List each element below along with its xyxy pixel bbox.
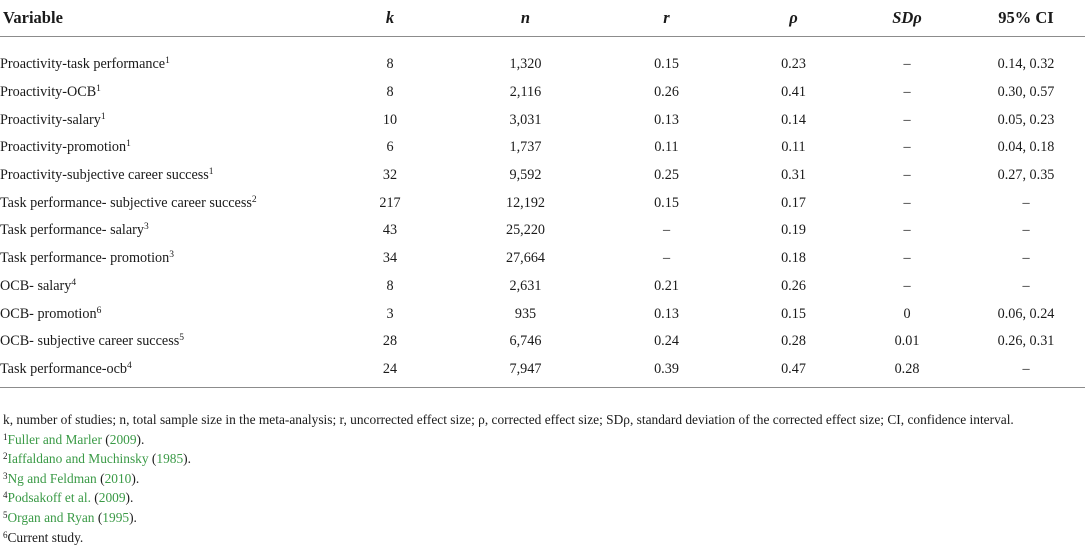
cell-sd-rho: 0.01 (894, 333, 920, 350)
cell-k: 10 (382, 111, 398, 128)
reference-author-link[interactable]: Organ and Ryan (7, 509, 95, 525)
variable-label: Proactivity-promotion (0, 139, 127, 156)
cell-ci: – (967, 356, 1085, 388)
cell-rho: 0.41 (781, 84, 806, 101)
table-row (0, 79, 1085, 107)
footnote-marker: 1 (3, 431, 8, 442)
cell-sd-rho: – (903, 222, 911, 239)
cell-rho: 0.17 (781, 194, 806, 211)
cell-rho: 0.28 (781, 333, 806, 350)
cell-ci: – (1022, 222, 1030, 239)
footnote-reference: $^1$Fuller and Marler (2009). (3, 431, 145, 447)
cell-sd-rho: – (903, 111, 911, 128)
cell-k: 34 (382, 250, 398, 267)
cell-ci: – (1022, 277, 1030, 294)
cell-ci: – (1022, 250, 1030, 267)
variable-label: Task performance-ocb (0, 360, 128, 377)
cell-rho: 0.11 (781, 139, 806, 156)
cell-n: 7,947 (458, 356, 593, 388)
cell-sd-rho: – (903, 139, 911, 156)
table-row (0, 134, 1085, 162)
cell-n: 935 (514, 305, 537, 322)
cell-r: 0.15 (654, 56, 679, 73)
reference-year-link[interactable]: 2009 (109, 431, 137, 447)
table-header-row (0, 0, 1085, 37)
table-row (0, 328, 1085, 356)
table-row (0, 273, 1085, 301)
cell-sd-rho: – (903, 56, 911, 73)
table-row (0, 162, 1085, 190)
footnote-marker: 5 (179, 333, 184, 344)
cell-r: 0.39 (593, 356, 740, 388)
variable-label: Task performance- promotion (0, 250, 170, 267)
cell-variable (0, 79, 322, 107)
cell-sd-rho: 0.28 (847, 356, 967, 388)
header-rho: ρ (740, 0, 847, 37)
footnote-marker: 4 (71, 277, 77, 288)
cell-variable (0, 134, 322, 162)
cell-n: 3,031 (509, 111, 542, 128)
reference-author-link[interactable]: Iaffaldano and Muchinsky (7, 451, 149, 467)
cell-rho: 0.15 (781, 305, 806, 322)
reference-year-link[interactable]: 1985 (156, 451, 184, 467)
cell-r: 0.25 (654, 167, 679, 184)
reference-author-link[interactable]: Ng and Feldman (7, 470, 97, 486)
cell-k: 8 (386, 56, 394, 73)
cell-k: 24 (322, 356, 458, 388)
cell-variable (0, 300, 322, 328)
reference-year-link[interactable]: 1995 (102, 509, 130, 525)
cell-ci: 0.26, 0.31 (997, 333, 1055, 350)
cell-r: – (662, 222, 671, 239)
cell-rho: 0.18 (781, 250, 806, 267)
cell-ci: 0.04, 0.18 (997, 139, 1055, 156)
variable-label: Proactivity-task performance (0, 56, 166, 73)
cell-variable (0, 37, 322, 79)
table-notes (3, 410, 1087, 547)
header-n: n (458, 0, 593, 37)
cell-k: 32 (382, 167, 398, 184)
table-row (0, 300, 1085, 328)
cell-sd-rho: – (903, 84, 911, 101)
cell-k: 8 (386, 84, 394, 101)
cell-ci: 0.27, 0.35 (997, 167, 1055, 184)
footnote-marker: 3 (169, 250, 174, 261)
cell-r: – (662, 250, 671, 267)
reference-year-link[interactable]: 2010 (104, 470, 132, 486)
table-row (0, 37, 1085, 79)
cell-sd-rho: – (903, 194, 911, 211)
variable-label: Task performance- subjective career success (0, 194, 252, 211)
footnote-marker: 1 (126, 139, 131, 150)
cell-k: 43 (382, 222, 398, 239)
footnote-marker: 6 (96, 305, 102, 316)
cell-n: 2,631 (509, 277, 542, 294)
cell-n: 27,664 (505, 250, 545, 267)
header-r: r (593, 0, 740, 37)
cell-rho: 0.47 (740, 356, 847, 388)
table-row (0, 189, 1085, 217)
cell-variable (0, 273, 322, 301)
footnote-reference: $^5$Organ and Ryan (1995). (3, 509, 137, 525)
footnote-reference: $^4$Podsakoff et al. (2009). (3, 490, 134, 506)
footnote-marker: 6 (3, 529, 8, 540)
cell-n: 1,320 (509, 56, 542, 73)
cell-ci: 0.06, 0.24 (997, 305, 1055, 322)
footnote-marker: 4 (3, 490, 8, 501)
cell-k: 217 (379, 194, 401, 211)
footnote-marker: 4 (127, 360, 132, 371)
cell-rho: 0.31 (781, 167, 806, 184)
cell-variable (0, 189, 322, 217)
cell-variable (0, 106, 322, 134)
header-k: k (322, 0, 458, 37)
cell-n: 9,592 (509, 167, 542, 184)
cell-ci: 0.05, 0.23 (997, 111, 1055, 128)
header-ci: 95% CI (967, 0, 1085, 37)
cell-sd-rho: – (903, 250, 911, 267)
cell-r: 0.13 (654, 111, 679, 128)
cell-variable (0, 356, 322, 388)
cell-n: 25,220 (505, 222, 545, 239)
cell-k: 28 (382, 333, 398, 350)
cell-ci: – (1022, 194, 1030, 211)
cell-n: 1,737 (509, 139, 542, 156)
cell-ci: 0.30, 0.57 (997, 84, 1055, 101)
footnote-current-study (3, 528, 1087, 548)
table-row (0, 245, 1085, 273)
table-row (0, 217, 1085, 245)
footnote-marker: 3 (143, 222, 149, 233)
variable-label: OCB- promotion (0, 305, 97, 322)
variable-label: Proactivity-OCB (0, 84, 97, 101)
cell-sd-rho: – (903, 167, 911, 184)
cell-k: 3 (386, 305, 394, 322)
footnote-marker: 1 (100, 111, 106, 122)
cell-n: 2,116 (509, 84, 542, 101)
cell-variable (0, 328, 322, 356)
cell-variable (0, 217, 322, 245)
cell-variable (0, 162, 322, 190)
footnote-marker: 5 (3, 509, 8, 520)
footnote-marker: 2 (3, 451, 8, 462)
cell-rho: 0.23 (781, 56, 806, 73)
cell-n: 6,746 (509, 333, 542, 350)
cell-r: 0.15 (654, 194, 679, 211)
cell-k: 8 (386, 277, 394, 294)
cell-rho: 0.19 (781, 222, 806, 239)
variable-label: Proactivity-subjective career success (0, 167, 209, 184)
cell-sd-rho: 0 (903, 305, 911, 322)
variable-label: OCB- subjective career success (0, 333, 180, 350)
table-row (0, 106, 1085, 134)
footnote-reference: $^3$Ng and Feldman (2010). (3, 470, 140, 486)
cell-rho: 0.14 (781, 111, 806, 128)
variable-label: Task performance- salary (0, 222, 144, 239)
table-row (0, 356, 1085, 388)
footnote-marker: 2 (251, 194, 257, 205)
cell-sd-rho: – (903, 277, 911, 294)
cell-n: 12,192 (505, 194, 545, 211)
cell-r: 0.26 (654, 84, 679, 101)
cell-r: 0.11 (654, 139, 679, 156)
footnote-marker: 1 (96, 84, 101, 95)
reference-author-link[interactable]: Fuller and Marler (7, 431, 102, 447)
reference-year-link[interactable]: 2009 (98, 490, 126, 506)
footnote-marker: 3 (3, 470, 8, 481)
footnote-reference: $^2$Iaffaldano and Muchinsky (1985). (3, 451, 191, 467)
variable-label: Proactivity-salary (0, 111, 101, 128)
variable-label: OCB- salary (0, 277, 72, 294)
reference-author-link[interactable]: Podsakoff et al. (7, 490, 91, 506)
cell-r: 0.24 (654, 333, 679, 350)
header-variable: Variable (0, 0, 322, 37)
cell-k: 6 (386, 139, 394, 156)
cell-r: 0.13 (654, 305, 679, 322)
footnote-text: Current study. (7, 529, 84, 545)
cell-rho: 0.26 (781, 277, 806, 294)
footnote-marker: 1 (208, 167, 214, 178)
header-sd-rho: SDρ (847, 0, 967, 37)
cell-r: 0.21 (654, 277, 679, 294)
footnote-marker: 1 (165, 56, 170, 67)
cell-ci: 0.14, 0.32 (997, 56, 1055, 73)
cell-variable (0, 245, 322, 273)
abbreviations-note: k, number of studies; n, total sample size in the meta-analysis; r, uncorrected effect size; ρ, corrected effect size; SDρ, standard deviation of the corrected effect size; CI, confidence interval. (3, 412, 1014, 427)
